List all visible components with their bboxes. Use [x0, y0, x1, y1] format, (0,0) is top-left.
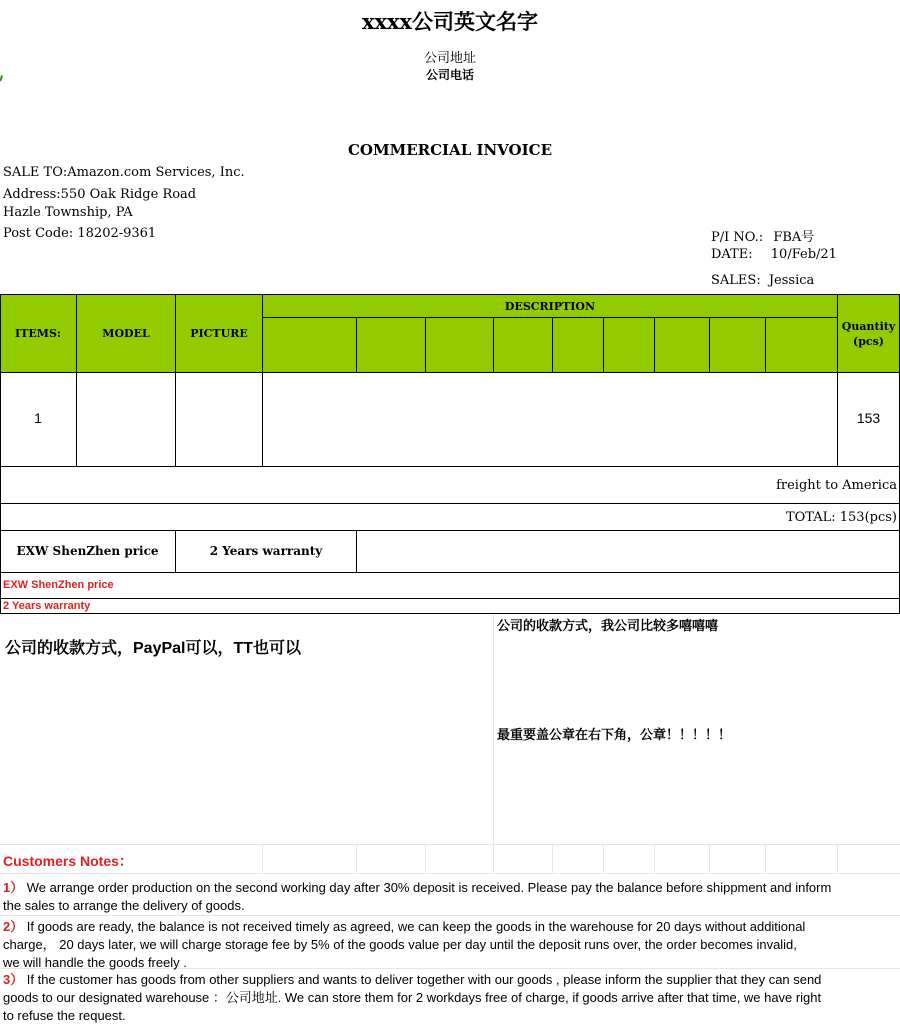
sales-value: Jessica — [768, 273, 815, 288]
note-3-line3: to refuse the request. — [3, 1008, 126, 1023]
document-title: COMMERCIAL INVOICE — [347, 141, 553, 159]
pi-label: P/I NO.: — [711, 230, 764, 245]
header-items: ITEMS: — [15, 327, 61, 340]
note-3-number: 3） — [3, 972, 24, 987]
header-model: MODEL — [102, 327, 150, 340]
payment-note-1: 公司的收款方式，我公司比较多嘻嘻嘻 — [497, 619, 719, 634]
sales-person — [711, 273, 814, 288]
header-description: DESCRIPTION — [504, 299, 596, 313]
payment-methods: 公司的收款方式，PayPal可以，TT也可以 — [5, 640, 302, 657]
company-name: xxxx公司英文名字 — [361, 9, 539, 34]
note-3-line1: If the customer has goods from other suppliers and wants to deliver together with our goods , please inform the supplier that they can send — [23, 972, 822, 987]
date-value: 10/Feb/21 — [770, 247, 837, 262]
customer-note-3 — [3, 971, 898, 1025]
header-quantity-line2: (pcs) — [853, 334, 884, 348]
total-quantity: TOTAL: 153(pcs) — [785, 510, 897, 525]
invoice-date — [711, 247, 837, 262]
note-3-line2: goods to our designated warehouse ：公司地址. We can store them for 2 workdays free of charge, if goods arrive after that time, we have right — [3, 990, 822, 1005]
note-2-line3: we will handle the goods freely . — [3, 955, 187, 970]
price-term: EXW ShenZhen price — [16, 544, 159, 558]
note-1-line1: We arrange order production on the second working day after 30% deposit is received. Please pay the balance before shippment and inform — [23, 880, 832, 895]
note-2-line1: If goods are ready, the balance is not received timely as agreed, we can keep the goods in the warehouse for 20 days without additional — [23, 919, 806, 934]
payment-note-2: 最重要盖公章在右下角，公章！！！！！ — [497, 728, 732, 743]
sales-label: SALES: — [711, 273, 761, 288]
warranty-term: 2 Years warranty — [209, 544, 323, 558]
freight-note: freight to America — [776, 478, 897, 493]
sale-to: SALE TO:Amazon.com Services, Inc. — [3, 165, 245, 180]
warranty-red: 2 Years warranty — [3, 600, 91, 612]
note-2-number: 2） — [3, 919, 24, 934]
buyer-address-line1: Address:550 Oak Ridge Road — [3, 187, 197, 202]
buyer-post-code: Post Code: 18202-9361 — [3, 226, 157, 241]
customer-note-1 — [3, 879, 898, 915]
note-2-line2: charge， 20 days later, we will charge storage fee by 5% of the goods value per day until the deposit runs over, the order becomes invalid, — [3, 937, 797, 952]
customer-notes-title: Customers Notes： — [3, 853, 133, 869]
pi-number — [711, 226, 814, 245]
price-term-red: EXW ShenZhen price — [3, 579, 114, 591]
header-picture: PICTURE — [190, 327, 248, 340]
note-1-number: 1） — [3, 880, 24, 895]
company-address: 公司地址 — [423, 51, 476, 66]
pi-value: FBA号 — [773, 230, 815, 245]
customer-note-2 — [3, 918, 898, 972]
note-1-line2: the sales to arrange the delivery of goods. — [3, 898, 245, 913]
date-label: DATE: — [711, 247, 753, 262]
row1-item: 1 — [34, 410, 42, 426]
company-phone: 公司电话 — [425, 68, 474, 82]
header-quantity — [838, 295, 899, 372]
buyer-address-line2: Hazle Township, PA — [3, 205, 133, 220]
row1-quantity: 153 — [856, 410, 881, 426]
header-quantity-line1: Quantity — [841, 319, 896, 333]
